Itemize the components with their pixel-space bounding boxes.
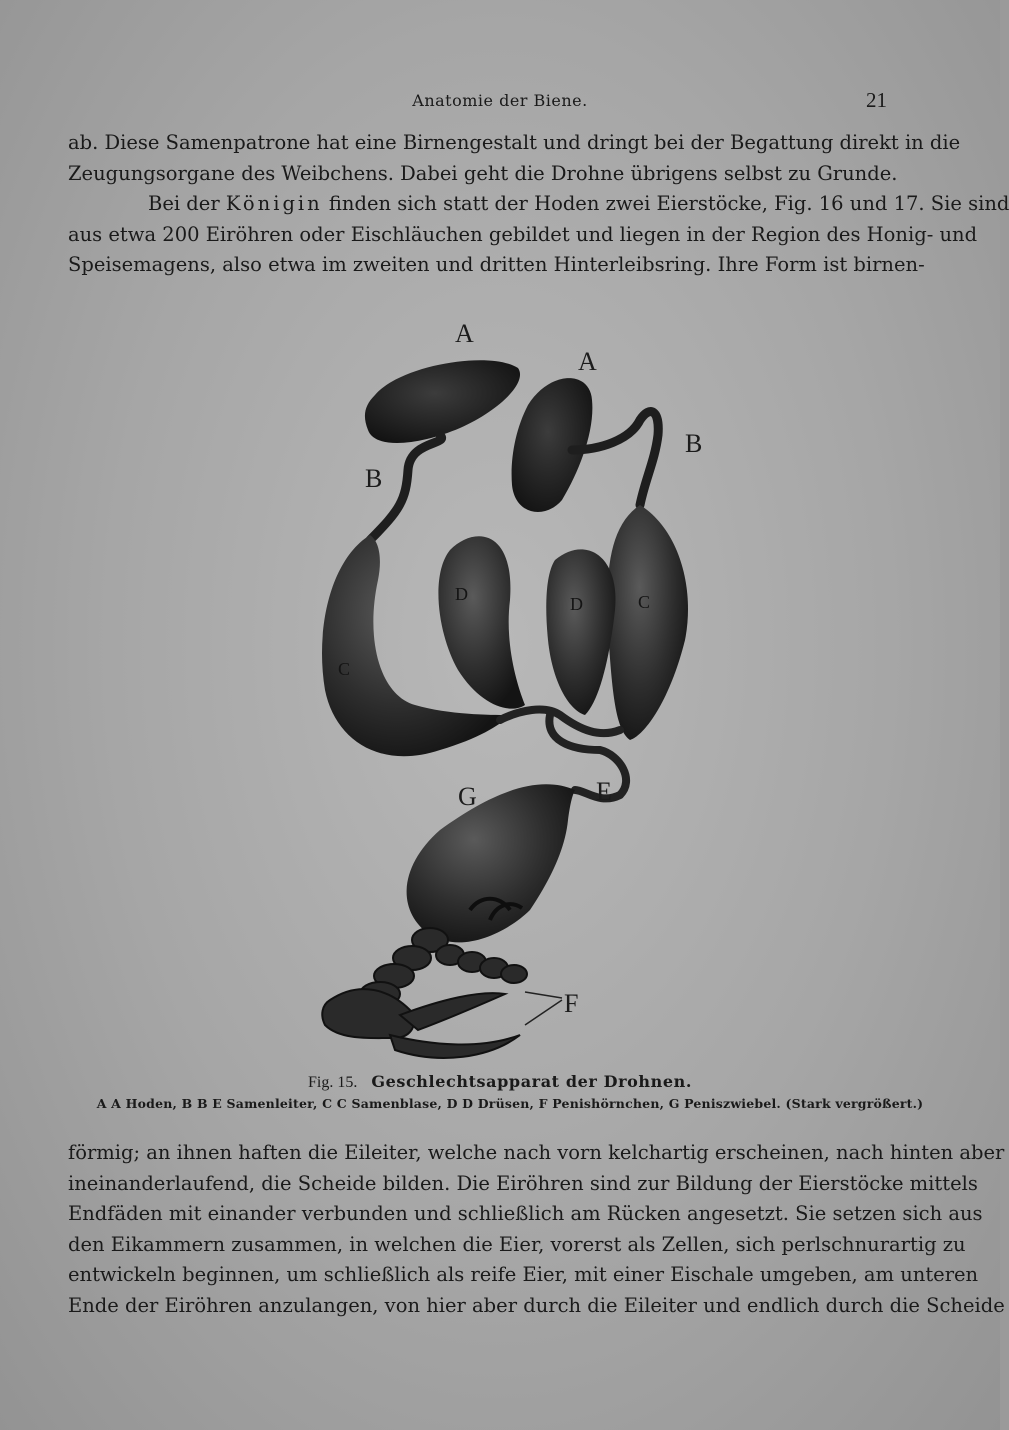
label-d-left: D [455,584,468,604]
label-b-left: B [365,464,383,493]
label-e: E [596,777,612,806]
label-c-left: C [338,659,351,679]
label-a-left: A [455,319,474,348]
gland-right [546,549,615,715]
drone-reproductive-organs-drawing [300,310,740,1070]
text-fragment: Bei der [148,192,226,215]
caption-title [0,1072,1000,1096]
figure-number: Fig. 15. [307,1074,358,1091]
text-line: entwickeln beginnen, um schließlich als reife Eier, mit einer Eischale umgeben, am unteren [68,1263,979,1286]
text-line: den Eikammern zusammen, in welchen die Eier, vorerst als Zellen, sich perlschnurartig zu [68,1232,966,1256]
figure-title: Geschlechtsapparat der Drohnen. [371,1072,693,1091]
running-title: Anatomie der Biene. [412,91,588,110]
text-line: ab. Diese Samenpatrone hat eine Birnengestalt und dringt bei der Begattung direkt in die [68,131,961,154]
text-line [68,189,1009,220]
text-line: aus etwa 200 Eiröhren oder Eischläuchen gebildet und liegen in der Region des Honig- und [68,222,978,246]
page-number: 21 [866,88,887,112]
spaced-word: Königin [225,192,323,215]
figure-illustration [300,310,740,1070]
label-d-right: D [570,594,583,614]
text-fragment: finden sich statt der Hoden zwei Eierstöcke, Fig. 16 und 17. Sie sind [322,192,1009,215]
text-line: Endfäden mit einander verbunden und schließlich am Rücken angesetzt. Sie setzen sich aus [68,1202,983,1225]
testis-left [365,360,520,443]
label-c-right: C [638,592,651,612]
figure-caption [0,1072,1000,1111]
penis-horns [322,928,527,1058]
text-line: Speisemagens, also etwa im zweiten und dritten Hinterleibsring. Ihre Form ist birnen- [68,253,925,276]
testis-right [512,378,593,512]
gland-left [438,536,525,708]
text-line: Ende der Eiröhren anzulangen, von hier aber durch die Eileiter und endlich durch die Scheide [68,1293,1005,1317]
text-line: Zeugungsorgane des Weibchens. Dabei geht die Drohne übrigens selbst zu Grunde. [68,161,898,185]
caption-legend: A A Hoden, B B E Samenleiter, C C Samenblase, D D Drüsen, F Penishörnchen, G Peniszwiebel. (Stark vergrößert.) [96,1096,924,1111]
body-text-top [68,128,1009,281]
text-line: förmig; an ihnen haften die Eileiter, welche nach vorn kelchartig erscheinen, nach hinten aber [68,1141,1005,1164]
running-head [0,88,1000,114]
body-text-bottom [68,1138,1005,1321]
label-f: F [564,989,579,1018]
label-a-right: A [578,347,597,376]
seminal-vesicle-right [607,505,688,740]
label-b-right: B [685,429,703,458]
text-line: ineinanderlaufend, die Scheide bilden. Die Eiröhren sind zur Bildung der Eierstöcke mittels [68,1171,978,1195]
label-g: G [458,782,477,811]
